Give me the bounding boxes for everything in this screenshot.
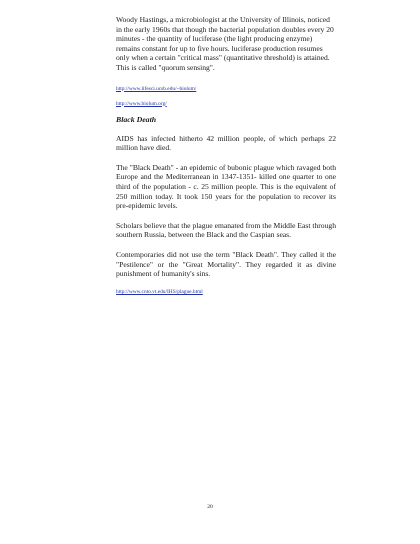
page-number: 20 xyxy=(207,504,213,510)
paragraph-origin: Scholars believe that the plague emanated from the Middle East through southern Russia, between the Black and the Caspian seas. xyxy=(116,220,336,240)
intro-paragraph: Woody Hastings, a microbiologist at the University of Illinois, noticed in the early 1960s that though the bacterial population doubles every 20 minutes - the quantity of luciferase (the light producing enzyme) remains constant for up to five hours. luciferase production resumes only when a certain "critical mass" (quantitative threshold) is attained. This is called "quorum sensing". xyxy=(116,15,334,72)
link-biolum-org[interactable]: http://www.biolum.org/ xyxy=(116,100,167,107)
page-content xyxy=(116,15,336,296)
paragraph-aids: AIDS has infected hitherto 42 million people, of which perhaps 22 million have died. xyxy=(116,133,336,153)
section-heading: Black Death xyxy=(116,114,157,124)
link-plague[interactable]: http://www.cnto.vt.edu/IHS/plague.html xyxy=(116,288,203,295)
link-lifesci-biolum[interactable]: http://www.lifesci.ucsb.edu/~biolum/ xyxy=(116,85,197,92)
paragraph-contemporaries: Contemporaries did not use the term "Black Death". They called it the "Pestilence" or the "Great Mortality". They regarded it as divine punishment of humanity's sins. xyxy=(116,249,336,279)
paragraph-black-death: The "Black Death" - an epidemic of bubonic plague which ravaged both Europe and the Mediterranean in 1347-1351- killed one quarter to one third of the population - c. 25 million people. This is the equivalent of 250 million today. It took 150 years for the population to recover its pre-epidemic levels. xyxy=(116,162,336,211)
